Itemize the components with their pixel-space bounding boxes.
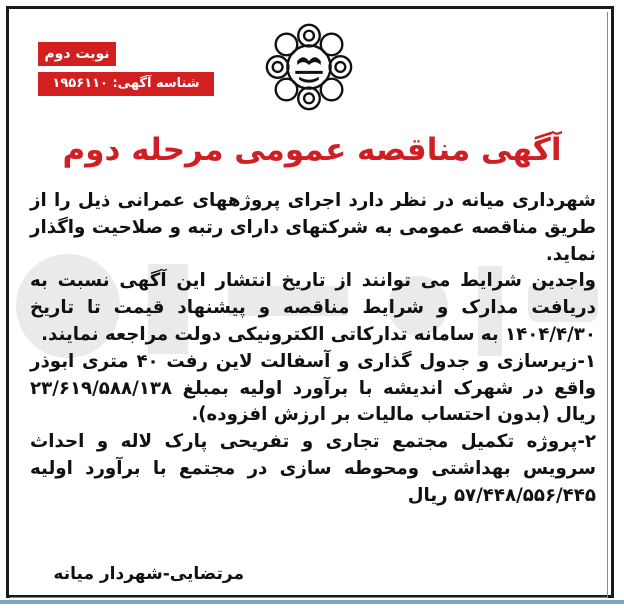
conditions-paragraph: واجدین شرایط می توانند از تاریخ انتشار این آگهی نسبت به دریافت مدارک و شرایط مناقصه و پیشنهاد قیمت تا تاریخ ۱۴۰۴/۴/۳۰ به سامانه تدارکاتی الکترونیکی دولت مراجعه نمایند. [30, 270, 596, 345]
notice-body [30, 188, 596, 510]
intro-paragraph: شهرداری میانه در نظر دارد اجرای پروژههای عمرانی ذیل را از طریق مناقصه عمومی به شرکتهای دارای رتبه و صلاحیت واگذار نماید. [30, 190, 596, 265]
round-badge: نوبت دوم [38, 42, 116, 66]
ad-id-badge: شناسه آگهی: ۱۹۵۶۱۱۰ [38, 72, 214, 96]
project-item-1: ۱-زیرسازی و جدول گذاری و آسفالت لاین رفت ۴۰ متری ابوذر واقع در شهرک اندیشه با برآورد اولیه بمبلغ ۲۳/۶۱۹/۵۸۸/۱۳۸ ریال (بدون احتساب مالیات بر ارزش افزوده). [30, 350, 596, 426]
project-item-2: ۲-پروژه تکمیل مجتمع تجاری و تفریحی پارک لاله و احداث سرویس بهداشتی ومحوطه سازی در مجتمع با برآورد اولیه ۵۷/۴۴۸/۵۵۶/۴۴۵ ریال [30, 431, 596, 506]
municipality-emblem-icon [260, 18, 358, 116]
notice-title: آگهی مناقصه عمومی مرحله دوم [62, 132, 562, 168]
bottom-divider [0, 600, 624, 604]
signature: مرتضایی-شهردار میانه [53, 564, 244, 584]
